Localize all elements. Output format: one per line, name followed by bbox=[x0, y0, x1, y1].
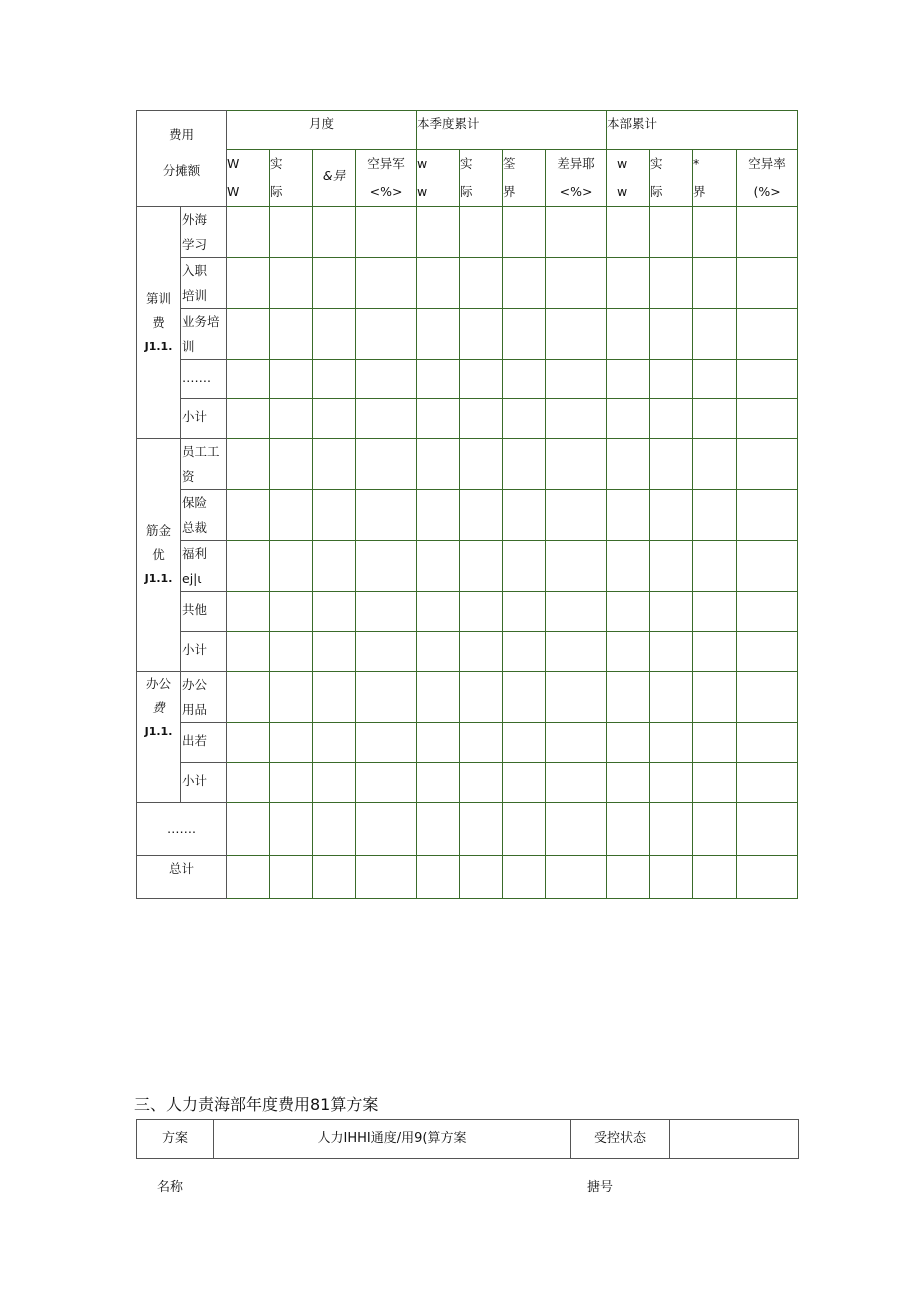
data-cell bbox=[270, 309, 313, 360]
data-cell bbox=[607, 723, 650, 763]
data-cell bbox=[650, 803, 693, 856]
subheader-line: (%> bbox=[753, 184, 781, 199]
data-cell bbox=[227, 258, 270, 309]
subheader-cell bbox=[503, 150, 546, 207]
data-cell bbox=[313, 360, 356, 399]
data-cell bbox=[737, 207, 798, 258]
data-cell bbox=[460, 592, 503, 632]
data-cell bbox=[356, 632, 417, 672]
data-cell bbox=[417, 439, 460, 490]
data-cell bbox=[313, 541, 356, 592]
subheader-line: 界 bbox=[693, 184, 706, 199]
data-cell bbox=[693, 632, 737, 672]
subheader-line: w bbox=[417, 156, 428, 171]
data-cell bbox=[693, 207, 737, 258]
category-label-line: 费 bbox=[152, 700, 165, 715]
data-cell bbox=[737, 672, 798, 723]
data-cell bbox=[650, 632, 693, 672]
data-cell bbox=[693, 856, 737, 899]
subheader-line: W bbox=[227, 156, 240, 171]
data-cell bbox=[417, 856, 460, 899]
data-cell bbox=[313, 632, 356, 672]
item-label-line: 小计 bbox=[182, 409, 208, 424]
data-cell bbox=[356, 672, 417, 723]
data-cell bbox=[313, 592, 356, 632]
group-dept: 本部累计 bbox=[607, 111, 798, 150]
data-cell bbox=[313, 763, 356, 803]
data-cell bbox=[417, 541, 460, 592]
item-label-line: 办公 bbox=[182, 677, 208, 692]
item-label bbox=[181, 439, 227, 490]
data-cell bbox=[313, 856, 356, 899]
data-cell bbox=[607, 490, 650, 541]
data-cell bbox=[546, 439, 607, 490]
data-cell bbox=[607, 632, 650, 672]
table-row bbox=[137, 541, 798, 592]
data-cell bbox=[737, 803, 798, 856]
data-cell bbox=[737, 309, 798, 360]
data-cell bbox=[693, 309, 737, 360]
data-cell bbox=[546, 207, 607, 258]
data-cell bbox=[313, 803, 356, 856]
data-cell bbox=[227, 399, 270, 439]
item-label bbox=[181, 763, 227, 803]
data-cell bbox=[270, 763, 313, 803]
data-cell bbox=[650, 399, 693, 439]
data-cell bbox=[460, 541, 503, 592]
data-cell bbox=[693, 399, 737, 439]
data-cell bbox=[356, 360, 417, 399]
category-label-line: 优 bbox=[152, 547, 165, 562]
data-cell bbox=[313, 309, 356, 360]
data-cell bbox=[546, 592, 607, 632]
item-label bbox=[181, 360, 227, 399]
data-cell bbox=[737, 439, 798, 490]
item-label-line: 出若 bbox=[182, 733, 208, 748]
data-cell bbox=[460, 672, 503, 723]
item-label-line: 训 bbox=[182, 339, 195, 354]
data-cell bbox=[693, 672, 737, 723]
subheader-line: 差异耶 bbox=[557, 156, 595, 171]
category-label-line: 办公 bbox=[145, 676, 171, 691]
data-cell bbox=[693, 439, 737, 490]
total-label: 总计 bbox=[137, 856, 227, 899]
table-row bbox=[137, 490, 798, 541]
subheader-cell bbox=[737, 150, 798, 207]
data-cell bbox=[650, 490, 693, 541]
item-label-line: 入职 bbox=[182, 263, 208, 278]
data-cell bbox=[503, 723, 546, 763]
data-cell bbox=[270, 856, 313, 899]
data-cell bbox=[546, 803, 607, 856]
data-cell bbox=[693, 360, 737, 399]
table-row bbox=[137, 632, 798, 672]
data-cell bbox=[650, 672, 693, 723]
data-cell bbox=[270, 399, 313, 439]
data-cell bbox=[356, 207, 417, 258]
subheader-line: 际 bbox=[270, 184, 283, 199]
data-cell bbox=[460, 763, 503, 803]
category-label-line: 筋金 bbox=[145, 523, 171, 538]
data-cell bbox=[546, 541, 607, 592]
control-status-value bbox=[670, 1120, 799, 1159]
data-cell bbox=[417, 672, 460, 723]
data-cell bbox=[650, 207, 693, 258]
data-cell bbox=[503, 856, 546, 899]
item-label-line: ……. bbox=[182, 370, 211, 385]
data-cell bbox=[270, 360, 313, 399]
item-label-line: 外海 bbox=[182, 212, 208, 227]
data-cell bbox=[503, 592, 546, 632]
data-cell bbox=[313, 439, 356, 490]
data-cell bbox=[417, 490, 460, 541]
data-cell bbox=[356, 399, 417, 439]
data-cell bbox=[650, 856, 693, 899]
data-cell bbox=[270, 672, 313, 723]
data-cell bbox=[693, 490, 737, 541]
data-cell bbox=[607, 803, 650, 856]
data-cell bbox=[546, 490, 607, 541]
item-label bbox=[181, 672, 227, 723]
item-label bbox=[181, 399, 227, 439]
total-row bbox=[137, 856, 798, 899]
data-cell bbox=[356, 803, 417, 856]
data-cell bbox=[503, 439, 546, 490]
item-label-line: 保险 bbox=[182, 495, 208, 510]
subheader-line: * bbox=[693, 156, 700, 171]
subheader-line: w bbox=[617, 184, 628, 199]
category-label-line: J1.1. bbox=[144, 572, 173, 585]
table-row bbox=[137, 723, 798, 763]
category-label-line: J1.1. bbox=[144, 339, 173, 353]
data-cell bbox=[356, 763, 417, 803]
subheader-cell bbox=[650, 150, 693, 207]
category-label-line: 费 bbox=[152, 314, 165, 330]
table-row bbox=[137, 399, 798, 439]
table-row bbox=[137, 803, 798, 856]
data-cell bbox=[227, 592, 270, 632]
table-row bbox=[137, 258, 798, 309]
subheader-cell bbox=[417, 150, 460, 207]
data-cell bbox=[546, 723, 607, 763]
data-cell bbox=[460, 490, 503, 541]
corner-header bbox=[137, 111, 227, 207]
data-cell bbox=[650, 541, 693, 592]
data-cell bbox=[227, 632, 270, 672]
data-cell bbox=[227, 763, 270, 803]
data-cell bbox=[356, 856, 417, 899]
section-title: 三、人力责海部年度费用81算方案 bbox=[134, 1095, 379, 1114]
category-label-line: 第训 bbox=[145, 290, 171, 306]
item-label-line: 业务培 bbox=[182, 314, 220, 329]
expense-table bbox=[136, 110, 798, 899]
data-cell bbox=[460, 632, 503, 672]
data-cell bbox=[417, 803, 460, 856]
data-cell bbox=[607, 856, 650, 899]
data-cell bbox=[546, 309, 607, 360]
data-cell bbox=[356, 592, 417, 632]
subheader-cell bbox=[227, 150, 270, 207]
item-label bbox=[181, 207, 227, 258]
subheader-line: 空异率 bbox=[748, 156, 786, 171]
data-cell bbox=[356, 541, 417, 592]
data-cell bbox=[227, 541, 270, 592]
subheader-cell bbox=[607, 150, 650, 207]
data-cell bbox=[227, 803, 270, 856]
data-cell bbox=[503, 632, 546, 672]
data-cell bbox=[417, 399, 460, 439]
item-label bbox=[181, 541, 227, 592]
subheader-line: 实 bbox=[650, 156, 663, 171]
data-cell bbox=[546, 360, 607, 399]
data-cell bbox=[270, 541, 313, 592]
subheader-line: 实 bbox=[460, 156, 473, 171]
data-cell bbox=[503, 763, 546, 803]
item-label-line: 培训 bbox=[182, 288, 208, 303]
plan-table bbox=[136, 1119, 799, 1159]
data-cell bbox=[227, 723, 270, 763]
data-cell bbox=[503, 207, 546, 258]
item-label-line: ej|ι bbox=[182, 571, 202, 586]
data-cell bbox=[503, 360, 546, 399]
data-cell bbox=[737, 723, 798, 763]
name-label: 名称 bbox=[157, 1180, 184, 1195]
data-cell bbox=[417, 592, 460, 632]
subheader-line: <%> bbox=[369, 184, 403, 199]
data-cell bbox=[417, 723, 460, 763]
subheader-line: &异 bbox=[322, 168, 346, 183]
item-label bbox=[181, 723, 227, 763]
data-cell bbox=[356, 309, 417, 360]
data-cell bbox=[313, 258, 356, 309]
data-cell bbox=[737, 632, 798, 672]
data-cell bbox=[503, 803, 546, 856]
data-cell bbox=[693, 763, 737, 803]
item-label-line: 小计 bbox=[182, 773, 208, 788]
table-row bbox=[137, 763, 798, 803]
data-cell bbox=[737, 763, 798, 803]
data-cell bbox=[356, 258, 417, 309]
data-cell bbox=[460, 360, 503, 399]
item-label-line: 总裁 bbox=[182, 520, 208, 535]
data-cell bbox=[650, 309, 693, 360]
data-cell bbox=[693, 258, 737, 309]
data-cell bbox=[546, 632, 607, 672]
data-cell bbox=[607, 541, 650, 592]
data-cell bbox=[460, 207, 503, 258]
plan-label: 方案 bbox=[137, 1120, 214, 1159]
item-label bbox=[181, 592, 227, 632]
data-cell bbox=[737, 360, 798, 399]
ellipsis-row-label: ……. bbox=[137, 803, 227, 856]
item-label-line: 员工工 bbox=[182, 444, 220, 459]
data-cell bbox=[356, 439, 417, 490]
data-cell bbox=[460, 439, 503, 490]
data-cell bbox=[270, 207, 313, 258]
subheader-line: W bbox=[227, 184, 240, 199]
data-cell bbox=[650, 763, 693, 803]
data-cell bbox=[503, 490, 546, 541]
item-label-line: 学习 bbox=[182, 237, 208, 252]
item-label bbox=[181, 258, 227, 309]
data-cell bbox=[270, 258, 313, 309]
data-cell bbox=[737, 490, 798, 541]
data-cell bbox=[503, 258, 546, 309]
item-label-line: 用品 bbox=[182, 702, 208, 717]
item-label bbox=[181, 309, 227, 360]
data-cell bbox=[650, 360, 693, 399]
data-cell bbox=[737, 856, 798, 899]
subheader-cell bbox=[313, 150, 356, 207]
item-label-line: 小计 bbox=[182, 642, 208, 657]
item-label-line: 共他 bbox=[182, 602, 208, 617]
subheader-line: 界 bbox=[503, 184, 516, 199]
data-cell bbox=[313, 207, 356, 258]
data-cell bbox=[607, 763, 650, 803]
data-cell bbox=[607, 258, 650, 309]
data-cell bbox=[227, 207, 270, 258]
data-cell bbox=[227, 672, 270, 723]
data-cell bbox=[313, 490, 356, 541]
subheader-cell bbox=[356, 150, 417, 207]
corner-line1: 费用 bbox=[169, 127, 195, 142]
data-cell bbox=[737, 541, 798, 592]
data-cell bbox=[270, 803, 313, 856]
subheader-line: 实 bbox=[270, 156, 283, 171]
table-row bbox=[137, 207, 798, 258]
subheader-line: 际 bbox=[460, 184, 473, 199]
data-cell bbox=[503, 541, 546, 592]
subheader-line: <%> bbox=[559, 184, 593, 199]
data-cell bbox=[417, 309, 460, 360]
table-row bbox=[137, 360, 798, 399]
data-cell bbox=[546, 399, 607, 439]
category-label bbox=[137, 439, 181, 672]
data-cell bbox=[417, 763, 460, 803]
data-cell bbox=[460, 309, 503, 360]
data-cell bbox=[270, 490, 313, 541]
subheader-line: 空异军 bbox=[367, 156, 405, 171]
data-cell bbox=[503, 399, 546, 439]
data-cell bbox=[460, 258, 503, 309]
data-cell bbox=[607, 309, 650, 360]
data-cell bbox=[607, 439, 650, 490]
data-cell bbox=[460, 399, 503, 439]
data-cell bbox=[227, 309, 270, 360]
data-cell bbox=[650, 439, 693, 490]
data-cell bbox=[417, 207, 460, 258]
data-cell bbox=[227, 360, 270, 399]
data-cell bbox=[607, 399, 650, 439]
data-cell bbox=[503, 672, 546, 723]
number-label: 搪号 bbox=[587, 1180, 614, 1195]
data-cell bbox=[313, 723, 356, 763]
table-row bbox=[137, 672, 798, 723]
data-cell bbox=[270, 439, 313, 490]
data-cell bbox=[737, 592, 798, 632]
table-row bbox=[137, 439, 798, 490]
data-cell bbox=[313, 399, 356, 439]
category-label bbox=[137, 207, 181, 439]
subheader-line: w bbox=[417, 184, 428, 199]
data-cell bbox=[417, 632, 460, 672]
data-cell bbox=[227, 439, 270, 490]
data-cell bbox=[693, 803, 737, 856]
data-cell bbox=[546, 856, 607, 899]
item-label-line: 资 bbox=[182, 469, 195, 484]
data-cell bbox=[693, 541, 737, 592]
group-quarter: 本季度累计 bbox=[417, 111, 607, 150]
data-cell bbox=[693, 592, 737, 632]
data-cell bbox=[693, 723, 737, 763]
data-cell bbox=[546, 258, 607, 309]
subheader-line: w bbox=[617, 156, 628, 171]
data-cell bbox=[460, 723, 503, 763]
data-cell bbox=[607, 207, 650, 258]
data-cell bbox=[227, 856, 270, 899]
data-cell bbox=[356, 490, 417, 541]
subheader-cell bbox=[270, 150, 313, 207]
data-cell bbox=[503, 309, 546, 360]
data-cell bbox=[607, 360, 650, 399]
data-cell bbox=[356, 723, 417, 763]
data-cell bbox=[650, 258, 693, 309]
data-cell bbox=[607, 672, 650, 723]
data-cell bbox=[417, 360, 460, 399]
data-cell bbox=[227, 490, 270, 541]
control-status-label: 受控状态 bbox=[571, 1120, 670, 1159]
data-cell bbox=[270, 632, 313, 672]
data-cell bbox=[546, 672, 607, 723]
item-label bbox=[181, 632, 227, 672]
group-monthly: 月度 bbox=[227, 111, 417, 150]
subheader-line: 际 bbox=[650, 184, 663, 199]
corner-line2: 分摊额 bbox=[162, 163, 201, 178]
data-cell bbox=[737, 399, 798, 439]
data-cell bbox=[270, 723, 313, 763]
data-cell bbox=[737, 258, 798, 309]
data-cell bbox=[460, 856, 503, 899]
data-cell bbox=[546, 763, 607, 803]
data-cell bbox=[270, 592, 313, 632]
category-label bbox=[137, 672, 181, 803]
subheader-cell bbox=[693, 150, 737, 207]
table-row bbox=[137, 592, 798, 632]
item-label bbox=[181, 490, 227, 541]
item-label-line: 福利 bbox=[182, 546, 208, 561]
subheader-cell bbox=[460, 150, 503, 207]
subheader-line: 筌 bbox=[503, 156, 516, 171]
data-cell bbox=[313, 672, 356, 723]
data-cell bbox=[607, 592, 650, 632]
data-cell bbox=[417, 258, 460, 309]
category-label-line: J1.1. bbox=[144, 725, 173, 738]
subheader-cell bbox=[546, 150, 607, 207]
plan-name: 人力IHHI通度/用9(算方案 bbox=[214, 1120, 571, 1159]
data-cell bbox=[650, 723, 693, 763]
table-row bbox=[137, 309, 798, 360]
data-cell bbox=[650, 592, 693, 632]
data-cell bbox=[460, 803, 503, 856]
